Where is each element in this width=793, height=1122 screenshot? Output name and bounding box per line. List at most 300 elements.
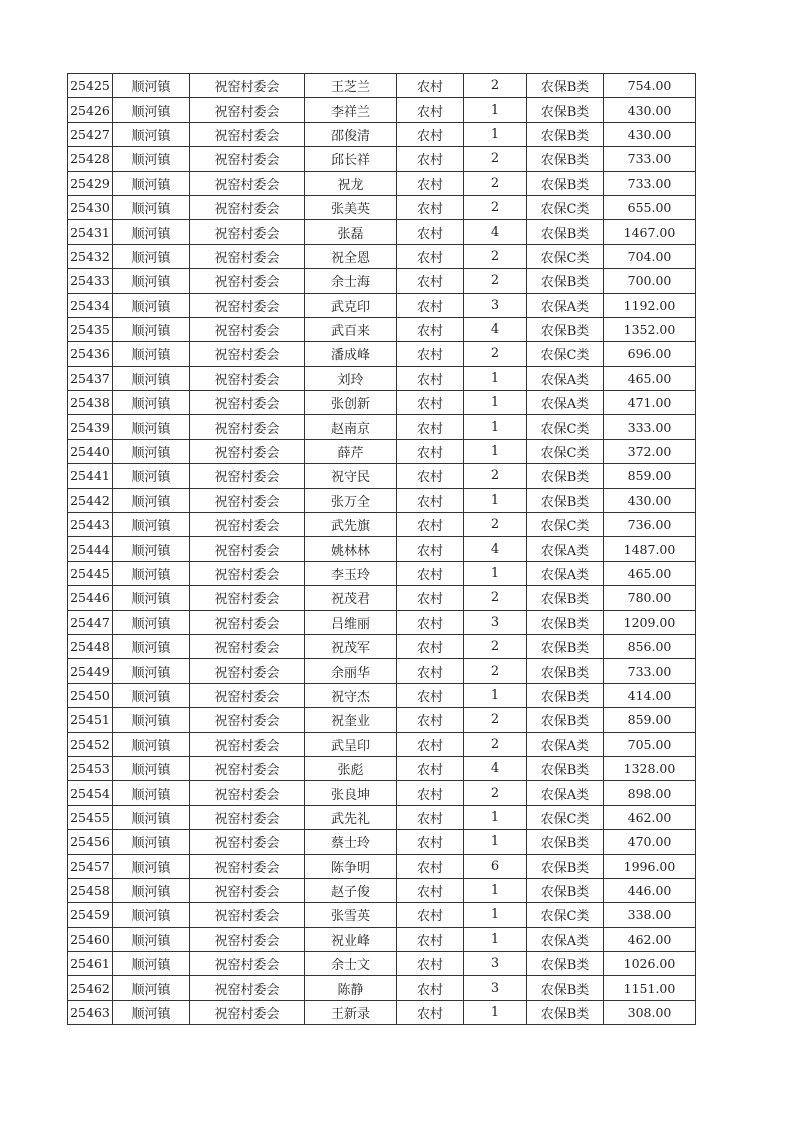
cell-insurance-category: 农保B类 bbox=[527, 586, 604, 610]
cell-person-name: 陈静 bbox=[305, 976, 397, 1000]
cell-household-size: 2 bbox=[464, 244, 527, 268]
table-row bbox=[68, 415, 696, 439]
cell-amount: 338.00 bbox=[604, 903, 696, 927]
cell-village-committee: 祝窑村委会 bbox=[190, 293, 305, 317]
cell-record-id: 25445 bbox=[68, 561, 113, 585]
cell-insurance-category: 农保C类 bbox=[527, 439, 604, 463]
cell-insurance-category: 农保C类 bbox=[527, 513, 604, 537]
cell-area-type: 农村 bbox=[397, 293, 464, 317]
cell-person-name: 张彪 bbox=[305, 756, 397, 780]
cell-amount: 372.00 bbox=[604, 439, 696, 463]
cell-record-id: 25427 bbox=[68, 122, 113, 146]
cell-record-id: 25426 bbox=[68, 98, 113, 122]
cell-household-size: 1 bbox=[464, 415, 527, 439]
cell-town: 顺河镇 bbox=[113, 927, 190, 951]
cell-area-type: 农村 bbox=[397, 74, 464, 98]
cell-record-id: 25452 bbox=[68, 732, 113, 756]
cell-area-type: 农村 bbox=[397, 952, 464, 976]
cell-area-type: 农村 bbox=[397, 976, 464, 1000]
cell-insurance-category: 农保B类 bbox=[527, 464, 604, 488]
cell-person-name: 张万全 bbox=[305, 488, 397, 512]
cell-household-size: 1 bbox=[464, 439, 527, 463]
cell-insurance-category: 农保B类 bbox=[527, 122, 604, 146]
cell-amount: 308.00 bbox=[604, 1000, 696, 1024]
cell-area-type: 农村 bbox=[397, 610, 464, 634]
cell-record-id: 25428 bbox=[68, 147, 113, 171]
cell-area-type: 农村 bbox=[397, 464, 464, 488]
cell-record-id: 25463 bbox=[68, 1000, 113, 1024]
cell-area-type: 农村 bbox=[397, 708, 464, 732]
cell-village-committee: 祝窑村委会 bbox=[190, 439, 305, 463]
cell-village-committee: 祝窑村委会 bbox=[190, 586, 305, 610]
cell-household-size: 1 bbox=[464, 683, 527, 707]
cell-amount: 1151.00 bbox=[604, 976, 696, 1000]
cell-insurance-category: 农保A类 bbox=[527, 366, 604, 390]
cell-village-committee: 祝窑村委会 bbox=[190, 634, 305, 658]
cell-record-id: 25448 bbox=[68, 634, 113, 658]
cell-area-type: 农村 bbox=[397, 537, 464, 561]
cell-town: 顺河镇 bbox=[113, 293, 190, 317]
cell-town: 顺河镇 bbox=[113, 1000, 190, 1024]
table-row bbox=[68, 244, 696, 268]
cell-household-size: 3 bbox=[464, 610, 527, 634]
cell-amount: 465.00 bbox=[604, 366, 696, 390]
cell-town: 顺河镇 bbox=[113, 683, 190, 707]
cell-person-name: 武克印 bbox=[305, 293, 397, 317]
cell-village-committee: 祝窑村委会 bbox=[190, 244, 305, 268]
cell-village-committee: 祝窑村委会 bbox=[190, 805, 305, 829]
cell-village-committee: 祝窑村委会 bbox=[190, 756, 305, 780]
cell-person-name: 赵南京 bbox=[305, 415, 397, 439]
cell-town: 顺河镇 bbox=[113, 415, 190, 439]
cell-person-name: 王芝兰 bbox=[305, 74, 397, 98]
cell-person-name: 武呈印 bbox=[305, 732, 397, 756]
cell-area-type: 农村 bbox=[397, 317, 464, 341]
cell-insurance-category: 农保B类 bbox=[527, 98, 604, 122]
cell-amount: 898.00 bbox=[604, 781, 696, 805]
cell-amount: 414.00 bbox=[604, 683, 696, 707]
cell-person-name: 祝奎业 bbox=[305, 708, 397, 732]
cell-amount: 1026.00 bbox=[604, 952, 696, 976]
cell-person-name: 张美英 bbox=[305, 195, 397, 219]
cell-household-size: 2 bbox=[464, 74, 527, 98]
cell-town: 顺河镇 bbox=[113, 659, 190, 683]
cell-area-type: 农村 bbox=[397, 488, 464, 512]
cell-insurance-category: 农保B类 bbox=[527, 634, 604, 658]
table-row bbox=[68, 903, 696, 927]
cell-insurance-category: 农保B类 bbox=[527, 74, 604, 98]
cell-village-committee: 祝窑村委会 bbox=[190, 683, 305, 707]
cell-insurance-category: 农保A类 bbox=[527, 561, 604, 585]
cell-amount: 333.00 bbox=[604, 415, 696, 439]
cell-village-committee: 祝窑村委会 bbox=[190, 830, 305, 854]
cell-household-size: 2 bbox=[464, 195, 527, 219]
table-row bbox=[68, 464, 696, 488]
cell-town: 顺河镇 bbox=[113, 781, 190, 805]
cell-person-name: 祝龙 bbox=[305, 171, 397, 195]
table-row bbox=[68, 976, 696, 1000]
cell-town: 顺河镇 bbox=[113, 98, 190, 122]
cell-record-id: 25439 bbox=[68, 415, 113, 439]
cell-record-id: 25429 bbox=[68, 171, 113, 195]
cell-amount: 1467.00 bbox=[604, 220, 696, 244]
table-row bbox=[68, 659, 696, 683]
cell-village-committee: 祝窑村委会 bbox=[190, 878, 305, 902]
cell-village-committee: 祝窑村委会 bbox=[190, 342, 305, 366]
cell-area-type: 农村 bbox=[397, 903, 464, 927]
cell-area-type: 农村 bbox=[397, 244, 464, 268]
cell-amount: 696.00 bbox=[604, 342, 696, 366]
cell-area-type: 农村 bbox=[397, 854, 464, 878]
table-row bbox=[68, 439, 696, 463]
cell-household-size: 2 bbox=[464, 342, 527, 366]
cell-insurance-category: 农保B类 bbox=[527, 269, 604, 293]
cell-village-committee: 祝窑村委会 bbox=[190, 366, 305, 390]
cell-village-committee: 祝窑村委会 bbox=[190, 976, 305, 1000]
cell-village-committee: 祝窑村委会 bbox=[190, 927, 305, 951]
cell-household-size: 2 bbox=[464, 513, 527, 537]
cell-town: 顺河镇 bbox=[113, 561, 190, 585]
table-row bbox=[68, 317, 696, 341]
cell-area-type: 农村 bbox=[397, 415, 464, 439]
table-row bbox=[68, 927, 696, 951]
cell-town: 顺河镇 bbox=[113, 244, 190, 268]
cell-record-id: 25430 bbox=[68, 195, 113, 219]
cell-area-type: 农村 bbox=[397, 366, 464, 390]
cell-person-name: 邱长祥 bbox=[305, 147, 397, 171]
cell-person-name: 陈争明 bbox=[305, 854, 397, 878]
cell-amount: 1487.00 bbox=[604, 537, 696, 561]
cell-town: 顺河镇 bbox=[113, 708, 190, 732]
cell-household-size: 2 bbox=[464, 269, 527, 293]
cell-village-committee: 祝窑村委会 bbox=[190, 269, 305, 293]
cell-village-committee: 祝窑村委会 bbox=[190, 488, 305, 512]
table-row bbox=[68, 74, 696, 98]
cell-person-name: 武百来 bbox=[305, 317, 397, 341]
cell-household-size: 2 bbox=[464, 781, 527, 805]
cell-insurance-category: 农保B类 bbox=[527, 878, 604, 902]
cell-area-type: 农村 bbox=[397, 659, 464, 683]
cell-area-type: 农村 bbox=[397, 342, 464, 366]
cell-amount: 733.00 bbox=[604, 171, 696, 195]
cell-household-size: 4 bbox=[464, 220, 527, 244]
cell-village-committee: 祝窑村委会 bbox=[190, 317, 305, 341]
table-row bbox=[68, 708, 696, 732]
cell-area-type: 农村 bbox=[397, 586, 464, 610]
cell-person-name: 余士文 bbox=[305, 952, 397, 976]
cell-amount: 705.00 bbox=[604, 732, 696, 756]
cell-person-name: 祝茂君 bbox=[305, 586, 397, 610]
table-row bbox=[68, 634, 696, 658]
cell-insurance-category: 农保B类 bbox=[527, 317, 604, 341]
table-row bbox=[68, 683, 696, 707]
cell-household-size: 2 bbox=[464, 708, 527, 732]
table-row bbox=[68, 781, 696, 805]
cell-area-type: 农村 bbox=[397, 195, 464, 219]
cell-town: 顺河镇 bbox=[113, 952, 190, 976]
table-row bbox=[68, 269, 696, 293]
cell-household-size: 2 bbox=[464, 171, 527, 195]
cell-area-type: 农村 bbox=[397, 878, 464, 902]
cell-amount: 700.00 bbox=[604, 269, 696, 293]
table-row bbox=[68, 366, 696, 390]
cell-village-committee: 祝窑村委会 bbox=[190, 952, 305, 976]
cell-record-id: 25436 bbox=[68, 342, 113, 366]
cell-village-committee: 祝窑村委会 bbox=[190, 561, 305, 585]
cell-town: 顺河镇 bbox=[113, 854, 190, 878]
cell-area-type: 农村 bbox=[397, 391, 464, 415]
cell-record-id: 25438 bbox=[68, 391, 113, 415]
cell-town: 顺河镇 bbox=[113, 537, 190, 561]
cell-record-id: 25454 bbox=[68, 781, 113, 805]
cell-village-committee: 祝窑村委会 bbox=[190, 122, 305, 146]
cell-amount: 465.00 bbox=[604, 561, 696, 585]
cell-household-size: 4 bbox=[464, 756, 527, 780]
cell-insurance-category: 农保B类 bbox=[527, 147, 604, 171]
cell-insurance-category: 农保A类 bbox=[527, 293, 604, 317]
cell-person-name: 李玉玲 bbox=[305, 561, 397, 585]
cell-person-name: 祝全恩 bbox=[305, 244, 397, 268]
cell-insurance-category: 农保B类 bbox=[527, 830, 604, 854]
cell-record-id: 25425 bbox=[68, 74, 113, 98]
cell-area-type: 农村 bbox=[397, 171, 464, 195]
cell-village-committee: 祝窑村委会 bbox=[190, 391, 305, 415]
cell-amount: 462.00 bbox=[604, 805, 696, 829]
cell-area-type: 农村 bbox=[397, 1000, 464, 1024]
cell-insurance-category: 农保B类 bbox=[527, 756, 604, 780]
table-row bbox=[68, 830, 696, 854]
cell-household-size: 1 bbox=[464, 927, 527, 951]
cell-town: 顺河镇 bbox=[113, 366, 190, 390]
cell-person-name: 祝茂军 bbox=[305, 634, 397, 658]
cell-insurance-category: 农保B类 bbox=[527, 610, 604, 634]
cell-amount: 1996.00 bbox=[604, 854, 696, 878]
cell-record-id: 25431 bbox=[68, 220, 113, 244]
cell-record-id: 25442 bbox=[68, 488, 113, 512]
cell-amount: 754.00 bbox=[604, 74, 696, 98]
cell-village-committee: 祝窑村委会 bbox=[190, 464, 305, 488]
table-row bbox=[68, 220, 696, 244]
cell-record-id: 25455 bbox=[68, 805, 113, 829]
cell-area-type: 农村 bbox=[397, 269, 464, 293]
cell-area-type: 农村 bbox=[397, 756, 464, 780]
cell-person-name: 余丽华 bbox=[305, 659, 397, 683]
cell-village-committee: 祝窑村委会 bbox=[190, 1000, 305, 1024]
cell-town: 顺河镇 bbox=[113, 513, 190, 537]
cell-household-size: 2 bbox=[464, 634, 527, 658]
cell-household-size: 3 bbox=[464, 952, 527, 976]
cell-village-committee: 祝窑村委会 bbox=[190, 781, 305, 805]
cell-household-size: 1 bbox=[464, 805, 527, 829]
cell-village-committee: 祝窑村委会 bbox=[190, 195, 305, 219]
cell-village-committee: 祝窑村委会 bbox=[190, 708, 305, 732]
cell-amount: 446.00 bbox=[604, 878, 696, 902]
cell-record-id: 25441 bbox=[68, 464, 113, 488]
table-row bbox=[68, 1000, 696, 1024]
cell-household-size: 1 bbox=[464, 561, 527, 585]
cell-person-name: 张雪英 bbox=[305, 903, 397, 927]
cell-village-committee: 祝窑村委会 bbox=[190, 659, 305, 683]
cell-insurance-category: 农保B类 bbox=[527, 683, 604, 707]
cell-area-type: 农村 bbox=[397, 781, 464, 805]
cell-person-name: 张磊 bbox=[305, 220, 397, 244]
cell-amount: 470.00 bbox=[604, 830, 696, 854]
cell-insurance-category: 农保A类 bbox=[527, 781, 604, 805]
cell-town: 顺河镇 bbox=[113, 195, 190, 219]
cell-area-type: 农村 bbox=[397, 220, 464, 244]
cell-insurance-category: 农保B类 bbox=[527, 659, 604, 683]
cell-town: 顺河镇 bbox=[113, 586, 190, 610]
beneficiary-table bbox=[67, 73, 696, 1025]
cell-insurance-category: 农保C类 bbox=[527, 342, 604, 366]
cell-amount: 736.00 bbox=[604, 513, 696, 537]
cell-area-type: 农村 bbox=[397, 830, 464, 854]
cell-person-name: 张创新 bbox=[305, 391, 397, 415]
cell-household-size: 2 bbox=[464, 147, 527, 171]
table-row bbox=[68, 171, 696, 195]
table-row bbox=[68, 488, 696, 512]
cell-village-committee: 祝窑村委会 bbox=[190, 513, 305, 537]
table-row bbox=[68, 586, 696, 610]
table-row bbox=[68, 952, 696, 976]
cell-household-size: 3 bbox=[464, 293, 527, 317]
table-row bbox=[68, 195, 696, 219]
cell-amount: 859.00 bbox=[604, 464, 696, 488]
cell-record-id: 25440 bbox=[68, 439, 113, 463]
cell-household-size: 1 bbox=[464, 366, 527, 390]
table-row bbox=[68, 756, 696, 780]
cell-record-id: 25449 bbox=[68, 659, 113, 683]
cell-person-name: 潘成峰 bbox=[305, 342, 397, 366]
cell-insurance-category: 农保B类 bbox=[527, 488, 604, 512]
cell-person-name: 祝守杰 bbox=[305, 683, 397, 707]
table-row bbox=[68, 537, 696, 561]
cell-village-committee: 祝窑村委会 bbox=[190, 220, 305, 244]
cell-town: 顺河镇 bbox=[113, 610, 190, 634]
cell-record-id: 25446 bbox=[68, 586, 113, 610]
cell-insurance-category: 农保B类 bbox=[527, 171, 604, 195]
cell-record-id: 25451 bbox=[68, 708, 113, 732]
cell-household-size: 2 bbox=[464, 659, 527, 683]
cell-household-size: 1 bbox=[464, 122, 527, 146]
cell-household-size: 2 bbox=[464, 732, 527, 756]
cell-town: 顺河镇 bbox=[113, 391, 190, 415]
cell-household-size: 1 bbox=[464, 830, 527, 854]
cell-town: 顺河镇 bbox=[113, 488, 190, 512]
cell-amount: 462.00 bbox=[604, 927, 696, 951]
cell-area-type: 农村 bbox=[397, 122, 464, 146]
table-row bbox=[68, 98, 696, 122]
table-row bbox=[68, 342, 696, 366]
cell-area-type: 农村 bbox=[397, 439, 464, 463]
cell-town: 顺河镇 bbox=[113, 756, 190, 780]
cell-person-name: 王新录 bbox=[305, 1000, 397, 1024]
cell-area-type: 农村 bbox=[397, 683, 464, 707]
cell-town: 顺河镇 bbox=[113, 732, 190, 756]
cell-record-id: 25450 bbox=[68, 683, 113, 707]
cell-area-type: 农村 bbox=[397, 147, 464, 171]
cell-record-id: 25443 bbox=[68, 513, 113, 537]
cell-town: 顺河镇 bbox=[113, 464, 190, 488]
cell-town: 顺河镇 bbox=[113, 147, 190, 171]
cell-record-id: 25461 bbox=[68, 952, 113, 976]
table-row bbox=[68, 122, 696, 146]
cell-area-type: 农村 bbox=[397, 561, 464, 585]
cell-town: 顺河镇 bbox=[113, 122, 190, 146]
cell-person-name: 武先旗 bbox=[305, 513, 397, 537]
cell-household-size: 1 bbox=[464, 98, 527, 122]
table-row bbox=[68, 293, 696, 317]
table-row bbox=[68, 805, 696, 829]
cell-town: 顺河镇 bbox=[113, 342, 190, 366]
cell-amount: 430.00 bbox=[604, 98, 696, 122]
cell-area-type: 农村 bbox=[397, 927, 464, 951]
cell-area-type: 农村 bbox=[397, 634, 464, 658]
cell-record-id: 25432 bbox=[68, 244, 113, 268]
cell-record-id: 25456 bbox=[68, 830, 113, 854]
cell-village-committee: 祝窑村委会 bbox=[190, 415, 305, 439]
cell-record-id: 25434 bbox=[68, 293, 113, 317]
cell-person-name: 姚林林 bbox=[305, 537, 397, 561]
cell-village-committee: 祝窑村委会 bbox=[190, 903, 305, 927]
cell-household-size: 1 bbox=[464, 878, 527, 902]
cell-household-size: 4 bbox=[464, 537, 527, 561]
table-row bbox=[68, 854, 696, 878]
cell-village-committee: 祝窑村委会 bbox=[190, 854, 305, 878]
cell-area-type: 农村 bbox=[397, 513, 464, 537]
cell-person-name: 祝业峰 bbox=[305, 927, 397, 951]
cell-person-name: 余士海 bbox=[305, 269, 397, 293]
cell-amount: 733.00 bbox=[604, 659, 696, 683]
cell-insurance-category: 农保A类 bbox=[527, 927, 604, 951]
cell-household-size: 1 bbox=[464, 903, 527, 927]
cell-record-id: 25453 bbox=[68, 756, 113, 780]
cell-insurance-category: 农保B类 bbox=[527, 952, 604, 976]
cell-town: 顺河镇 bbox=[113, 805, 190, 829]
table-body bbox=[68, 74, 696, 1025]
cell-record-id: 25460 bbox=[68, 927, 113, 951]
cell-village-committee: 祝窑村委会 bbox=[190, 171, 305, 195]
cell-household-size: 6 bbox=[464, 854, 527, 878]
cell-amount: 430.00 bbox=[604, 488, 696, 512]
cell-amount: 655.00 bbox=[604, 195, 696, 219]
table-row bbox=[68, 878, 696, 902]
cell-amount: 1209.00 bbox=[604, 610, 696, 634]
cell-insurance-category: 农保A类 bbox=[527, 391, 604, 415]
cell-village-committee: 祝窑村委会 bbox=[190, 98, 305, 122]
cell-record-id: 25462 bbox=[68, 976, 113, 1000]
cell-amount: 733.00 bbox=[604, 147, 696, 171]
cell-area-type: 农村 bbox=[397, 98, 464, 122]
cell-town: 顺河镇 bbox=[113, 878, 190, 902]
cell-amount: 1192.00 bbox=[604, 293, 696, 317]
cell-record-id: 25457 bbox=[68, 854, 113, 878]
cell-village-committee: 祝窑村委会 bbox=[190, 537, 305, 561]
cell-amount: 780.00 bbox=[604, 586, 696, 610]
cell-insurance-category: 农保C类 bbox=[527, 805, 604, 829]
cell-town: 顺河镇 bbox=[113, 830, 190, 854]
cell-area-type: 农村 bbox=[397, 805, 464, 829]
cell-town: 顺河镇 bbox=[113, 74, 190, 98]
cell-record-id: 25459 bbox=[68, 903, 113, 927]
table-row bbox=[68, 513, 696, 537]
cell-record-id: 25447 bbox=[68, 610, 113, 634]
cell-person-name: 吕维丽 bbox=[305, 610, 397, 634]
cell-household-size: 1 bbox=[464, 391, 527, 415]
cell-town: 顺河镇 bbox=[113, 317, 190, 341]
cell-insurance-category: 农保A类 bbox=[527, 537, 604, 561]
cell-person-name: 刘玲 bbox=[305, 366, 397, 390]
